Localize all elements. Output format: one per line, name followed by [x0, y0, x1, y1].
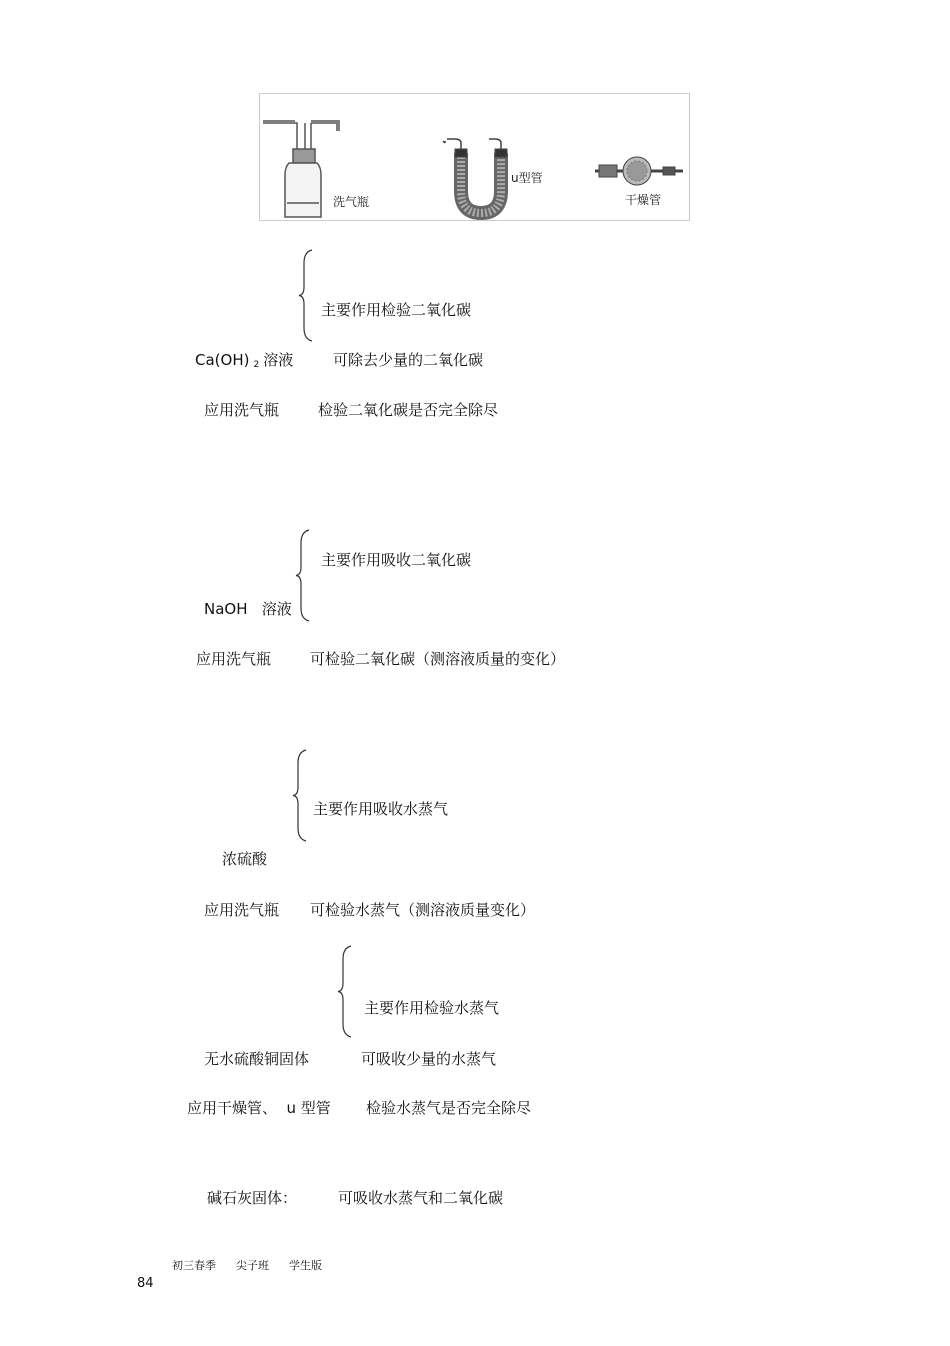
- reagent-sodium-hydroxide: NaOH 溶液: [204, 600, 292, 618]
- figure-label-gas-bottle: 洗气瓶: [333, 195, 370, 209]
- reagent-sulfuric-acid: 浓硫酸: [222, 850, 268, 868]
- apply-label-sodium-hydroxide: 应用洗气瓶: [196, 650, 272, 668]
- reagent-formula: Ca(OH): [195, 351, 250, 369]
- main-role-sodium-hydroxide: 主要作用吸收二氧化碳: [321, 551, 472, 569]
- main-role-calcium-hydroxide: 主要作用检验二氧化碳: [321, 301, 472, 319]
- brace-sodium-hydroxide: [295, 529, 311, 622]
- reagent-subscript: 2: [253, 360, 260, 370]
- reagent-suffix: 溶液: [263, 351, 294, 369]
- brace-calcium-hydroxide: [298, 249, 314, 342]
- apply-desc-sodium-hydroxide: 可检验二氧化碳（测溶液质量的变化）: [310, 650, 566, 668]
- apparatus-figure: [259, 93, 690, 221]
- page-number: 84: [137, 1276, 154, 1291]
- apply-label-sulfuric-acid: 应用洗气瓶: [204, 901, 280, 919]
- brace-sulfuric-acid: [292, 749, 308, 842]
- main-role-sulfuric-acid: 主要作用吸收水蒸气: [313, 800, 449, 818]
- apply-label-calcium-hydroxide: 应用洗气瓶: [204, 401, 280, 419]
- figure-label-drying-tube: 干燥管: [625, 193, 662, 207]
- footer-edition: 学生版: [289, 1259, 322, 1272]
- main-role-copper-sulfate: 主要作用检验水蒸气: [364, 999, 500, 1017]
- apply-desc-calcium-hydroxide: 检验二氧化碳是否完全除尽: [318, 401, 499, 419]
- reagent-calcium-hydroxide: [195, 351, 293, 372]
- apply-label-copper-sulfate: 应用干燥管、 u 型管: [187, 1099, 331, 1117]
- main-role-soda-lime: 可吸收水蒸气和二氧化碳: [338, 1189, 504, 1207]
- reagent-copper-sulfate: 无水硫酸铜固体: [204, 1050, 310, 1068]
- figure-label-u-tube: u型管: [511, 171, 543, 185]
- extra-role-copper-sulfate: 可吸收少量的水蒸气: [361, 1050, 497, 1068]
- footer-grade: 初三春季: [172, 1259, 216, 1272]
- apply-desc-copper-sulfate: 检验水蒸气是否完全除尽: [366, 1099, 532, 1117]
- brace-copper-sulfate: [337, 945, 353, 1038]
- footer-class: 尖子班: [236, 1259, 269, 1272]
- reagent-soda-lime: 碱石灰固体：: [207, 1189, 298, 1207]
- extra-role-calcium-hydroxide: 可除去少量的二氧化碳: [333, 351, 484, 369]
- apply-desc-sulfuric-acid: 可检验水蒸气（测溶液质量变化）: [310, 901, 536, 919]
